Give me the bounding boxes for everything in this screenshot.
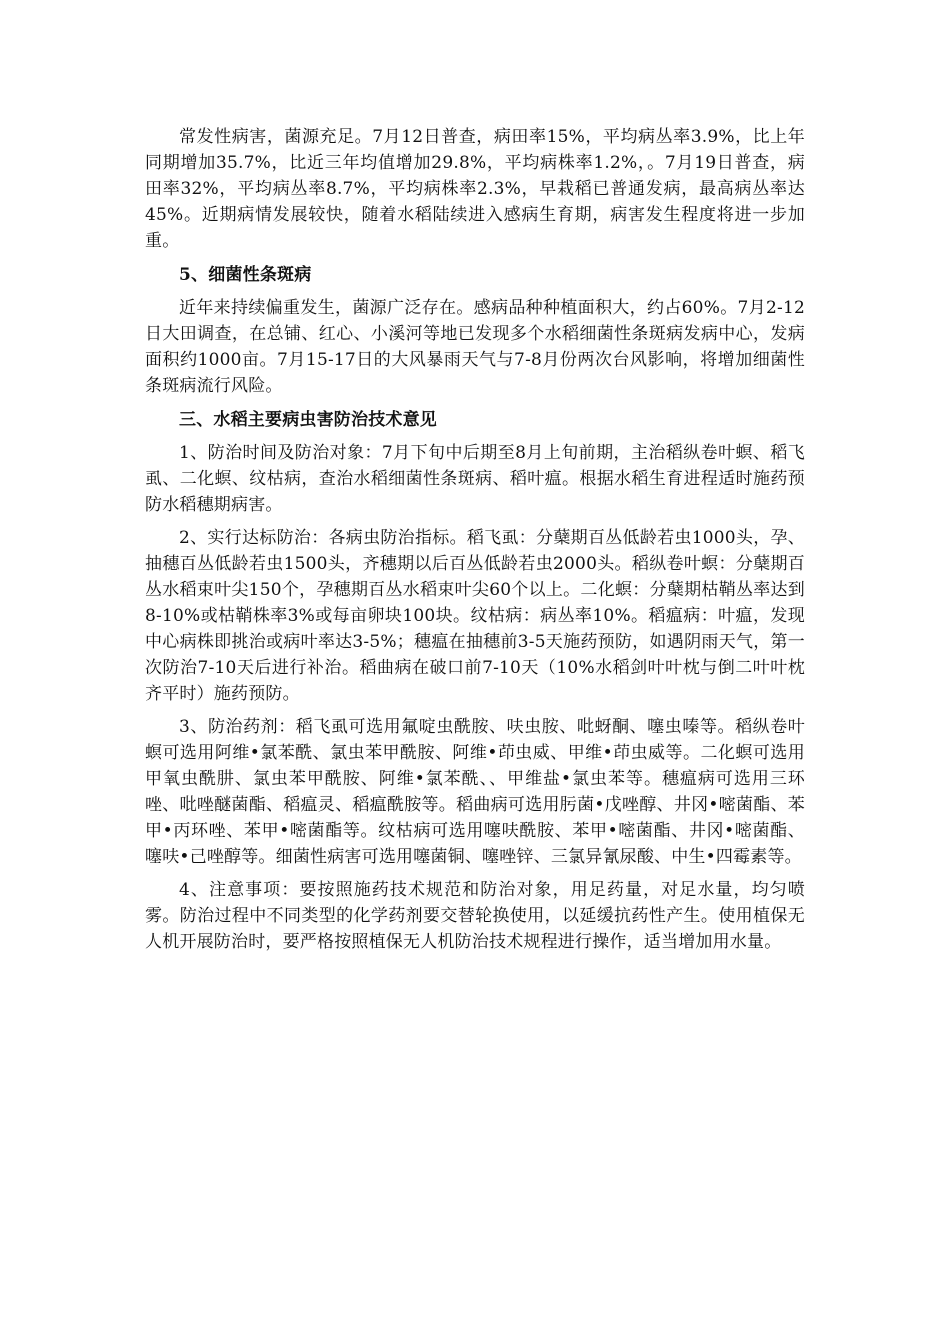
paragraph-control-pesticides: 3、防治药剂：稻飞虱可选用氟啶虫酰胺、呋虫胺、吡蚜酮、噻虫嗪等。稻纵卷叶螟可选用阿维•氯苯酰、氯虫苯甲酰胺、阿维•茚虫威、甲维•茚虫威等。二化螟可选用甲氧虫酰肼、氯虫苯甲酰胺、阿维•氯苯酰、、甲维盐•氯虫苯等。穗瘟病可选用三环唑、吡唑醚菌酯、稻瘟灵、稻瘟酰胺等。稻曲病可选用肟菌•戊唑醇、井冈•嘧菌酯、苯甲•丙环唑、苯甲•嘧菌酯等。纹枯病可选用噻呋酰胺、苯甲•嘧菌酯、井冈•嘧菌酯、噻呋•己唑醇等。细菌性病害可选用噻菌铜、噻唑锌、三氯异氰尿酸、中生•四霉素等。 xyxy=(145,717,805,867)
paragraph-precautions: 4、注意事项：要按照施药技术规范和防治对象，用足药量，对足水量，均匀喷雾。防治过程中不同类型的化学药剂要交替轮换使用，以延缓抗药性产生。使用植保无人机开展防治时，要严格按照植保无人机防治技术规程进行操作，适当增加用水量。 xyxy=(145,880,805,952)
document-body xyxy=(145,124,805,955)
paragraph-control-thresholds: 2、实行达标防治：各病虫防治指标。稻飞虱：分蘖期百丛低龄若虫1000头，孕、抽穗百丛低龄若虫1500头，齐穗期以后百丛低龄若虫2000头。稻纵卷叶螟：分蘖期百丛水稻束叶尖150个，孕穗期百丛水稻束叶尖60个以上。二化螟：分蘖期枯鞘丛率达到8-10%或枯鞘株率3%或每亩卵块100块。纹枯病：病丛率10%。稻瘟病：叶瘟，发现中心病株即挑治或病叶率达3-5%；穗瘟在抽穗前3-5天施药预防，如遇阴雨天气，第一次防治7-10天后进行补治。稻曲病在破口前7-10天（10%水稻剑叶叶枕与倒二叶叶枕齐平时）施药预防。 xyxy=(145,528,805,704)
heading-bacterial-leaf-streak: 5、细菌性条斑病 xyxy=(179,265,312,285)
paragraph-bacterial-leaf-streak: 近年来持续偏重发生，菌源广泛存在。感病品种种植面积大，约占60%。7月2-12日大田调查，在总铺、红心、小溪河等地已发现多个水稻细菌性条斑病发病中心，发病面积约1000亩。7月15-17日的大风暴雨天气与7-8月份两次台风影响，将增加细菌性条斑病流行风险。 xyxy=(145,298,805,396)
section-title-control-measures: 三、水稻主要病虫害防治技术意见 xyxy=(179,410,437,430)
paragraph-control-timing: 1、防治时间及防治对象：7月下旬中后期至8月上旬前期，主治稻纵卷叶螟、稻飞虱、二化螟、纹枯病，查治水稻细菌性条斑病、稻叶瘟。根据水稻生育进程适时施药预防水稻穗期病害。 xyxy=(145,443,805,515)
paragraph-blast-disease-survey: 常发性病害，菌源充足。7月12日普查，病田率15%，平均病丛率3.9%，比上年同期增加35.7%，比近三年均值增加29.8%，平均病株率1.2%，。7月19日普查，病田率32%，平均病丛率8.7%，平均病株率2.3%，早栽稻已普通发病，最高病丛率达45%。近期病情发展较快，随着水稻陆续进入感病生育期，病害发生程度将进一步加重。 xyxy=(145,127,805,251)
